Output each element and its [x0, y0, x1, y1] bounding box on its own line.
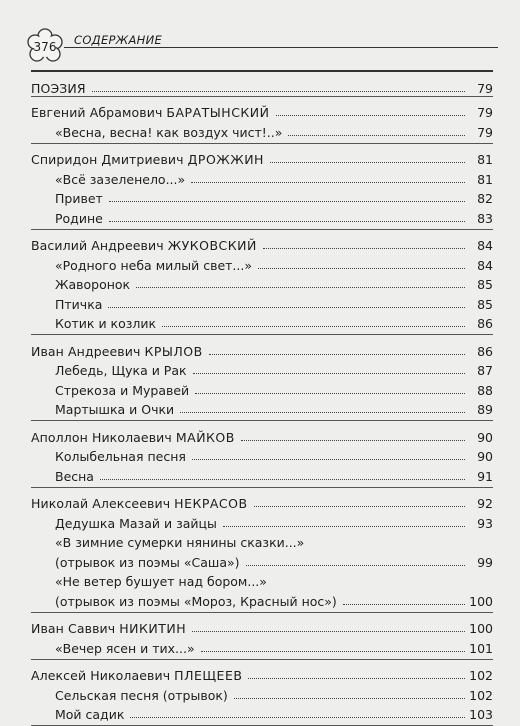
entry-title: Котик и козлик — [55, 316, 156, 331]
dot-leader — [258, 268, 465, 269]
entry-title: Мартышка и Очки — [55, 402, 174, 417]
author-surname: БАРАТЫНСКИЙ — [166, 105, 269, 120]
entry-title: «Не ветер бушует над бором...» — [55, 574, 267, 589]
page-number: 376 — [34, 40, 57, 54]
toc-entry[interactable] — [31, 359, 493, 379]
page-ref: 88 — [469, 383, 493, 398]
toc-author-row[interactable] — [31, 617, 493, 637]
entry-title: Дедушка Мазай и зайцы — [55, 516, 217, 531]
toc-entry[interactable] — [31, 531, 493, 551]
dot-leader — [241, 440, 465, 441]
dot-leader — [109, 201, 465, 202]
author-first-name: Аполлон Николаевич — [31, 430, 172, 445]
author-name — [31, 152, 264, 167]
author-surname: ЖУКОВСКИЙ — [168, 238, 257, 253]
author-name — [31, 430, 235, 445]
author-first-name: Николай Алексеевич — [31, 496, 170, 511]
entry-title: «Вечер ясен и тих...» — [55, 641, 195, 656]
dot-leader — [195, 393, 465, 394]
author-first-name: Василий Андреевич — [31, 238, 164, 253]
dot-leader — [270, 162, 465, 163]
toc-entry[interactable] — [31, 120, 493, 140]
page-ref: 79 — [469, 105, 493, 120]
dot-leader — [108, 307, 465, 308]
author-name — [31, 344, 203, 359]
author-first-name: Спиридон Дмитриевич — [31, 152, 184, 167]
toc-entry[interactable] — [31, 312, 493, 332]
page-header — [0, 0, 520, 70]
page-ref: 81 — [469, 152, 493, 167]
author-surname: НЕКРАСОВ — [174, 496, 247, 511]
toc-author-row[interactable] — [31, 76, 493, 96]
page-title: СОДЕРЖАНИЕ — [74, 33, 162, 47]
toc-author-row[interactable] — [31, 101, 493, 121]
dot-leader — [263, 248, 465, 249]
author-name — [31, 81, 86, 96]
toc-entry[interactable] — [31, 273, 493, 293]
page-ref: 93 — [469, 516, 493, 531]
page-ref: 84 — [469, 258, 493, 273]
author-first-name: Иван Саввич — [31, 621, 115, 636]
author-first-name: Иван Андреевич — [31, 344, 140, 359]
toc-author-row[interactable] — [31, 492, 493, 512]
dot-leader — [248, 678, 465, 679]
page-ref: 90 — [469, 430, 493, 445]
toc-author-row[interactable] — [31, 425, 493, 445]
dot-leader — [162, 326, 465, 327]
toc-author-row[interactable] — [31, 148, 493, 168]
toc-section — [31, 72, 493, 97]
entry-title: «Всё зазеленело...» — [55, 172, 185, 187]
author-surname: КРЫЛОВ — [144, 344, 202, 359]
entry-title: Привет — [55, 191, 103, 206]
entry-title: Сельская песня (отрывок) — [55, 688, 228, 703]
page-ref: 82 — [469, 191, 493, 206]
page-ref: 81 — [469, 172, 493, 187]
toc-entry[interactable] — [31, 206, 493, 226]
author-surname: НИКИТИН — [119, 621, 186, 636]
header-rule — [64, 47, 498, 48]
page-ref: 85 — [469, 297, 493, 312]
toc-entry[interactable] — [31, 253, 493, 273]
author-first-name: Евгений Абрамович — [31, 105, 162, 120]
toc-author-row[interactable] — [31, 339, 493, 359]
dot-leader — [192, 631, 465, 632]
author-surname: ДРОЖЖИН — [188, 152, 264, 167]
author-name — [31, 496, 248, 511]
page-ref: 79 — [469, 81, 493, 96]
dot-leader — [288, 135, 465, 136]
entry-title: Мой садик — [55, 707, 124, 722]
entry-title: Весна — [55, 469, 94, 484]
author-first-name: Алексей Николаевич — [31, 668, 170, 683]
author-surname: ПЛЕЩЕЕВ — [174, 668, 242, 683]
toc-section — [31, 144, 493, 230]
dot-leader — [343, 604, 465, 605]
page-ref: 91 — [469, 469, 493, 484]
toc-entry[interactable] — [31, 292, 493, 312]
page-ref: 92 — [469, 496, 493, 511]
page-ref: 90 — [469, 449, 493, 464]
toc-entry[interactable] — [31, 550, 493, 570]
page-ref: 86 — [469, 344, 493, 359]
author-name — [31, 105, 270, 120]
toc-section — [31, 97, 493, 144]
page-ref: 87 — [469, 363, 493, 378]
entry-title: (отрывок из поэмы «Саша») — [55, 555, 240, 570]
dot-leader — [92, 91, 465, 92]
dot-leader — [201, 651, 465, 652]
dot-leader — [254, 506, 465, 507]
toc-section — [31, 230, 493, 336]
entry-title: Родине — [55, 211, 103, 226]
toc-section — [31, 335, 493, 421]
dot-leader — [130, 717, 465, 718]
toc-section — [31, 660, 493, 726]
dot-leader — [276, 115, 465, 116]
page-ref: 101 — [469, 641, 493, 656]
dot-leader — [209, 354, 465, 355]
toc-entry[interactable] — [31, 167, 493, 187]
author-name — [31, 621, 186, 636]
toc-entry[interactable] — [31, 636, 493, 656]
entry-title: Жаворонок — [55, 277, 130, 292]
page-ref: 85 — [469, 277, 493, 292]
page-ref: 102 — [469, 688, 493, 703]
page-ref: 99 — [469, 555, 493, 570]
entry-title: (отрывок из поэмы «Мороз, Красный нос») — [55, 594, 337, 609]
page-ref: 84 — [469, 238, 493, 253]
author-surname: МАЙКОВ — [176, 430, 235, 445]
toc-entry[interactable] — [31, 570, 493, 590]
page-ref: 103 — [469, 707, 493, 722]
author-first-name: ПОЭЗИЯ — [31, 81, 86, 96]
toc-entry[interactable] — [31, 398, 493, 418]
page-ref: 100 — [469, 594, 493, 609]
toc-entry[interactable] — [31, 445, 493, 465]
page-ref: 89 — [469, 402, 493, 417]
toc-author-row[interactable] — [31, 664, 493, 684]
author-name — [31, 238, 257, 253]
page-ref: 102 — [469, 668, 493, 683]
page-ref: 79 — [469, 125, 493, 140]
dot-leader — [234, 698, 465, 699]
toc-section — [31, 488, 493, 613]
toc-entry[interactable] — [31, 589, 493, 609]
page-ref: 100 — [469, 621, 493, 636]
entry-title: Лебедь, Щука и Рак — [55, 363, 187, 378]
dot-leader — [109, 221, 465, 222]
entry-title: Стрекоза и Муравей — [55, 383, 189, 398]
page-number-badge — [26, 28, 64, 66]
dot-leader — [180, 412, 465, 413]
dot-leader — [246, 565, 465, 566]
dot-leader — [191, 182, 465, 183]
page-ref: 83 — [469, 211, 493, 226]
toc-section — [31, 613, 493, 660]
toc-entry[interactable] — [31, 464, 493, 484]
toc-entry[interactable] — [31, 187, 493, 207]
dot-leader — [223, 526, 465, 527]
dot-leader — [136, 287, 465, 288]
entry-title: «Весна, весна! как воздух чист!..» — [55, 125, 282, 140]
toc-entry[interactable] — [31, 511, 493, 531]
toc-entry[interactable] — [31, 378, 493, 398]
dot-leader — [100, 479, 465, 480]
entry-title: Птичка — [55, 297, 102, 312]
table-of-contents — [31, 70, 493, 726]
toc-entry[interactable] — [31, 703, 493, 723]
dot-leader — [192, 459, 465, 460]
author-name — [31, 668, 242, 683]
entry-title: «В зимние сумерки нянины сказки...» — [55, 535, 304, 550]
toc-section — [31, 421, 493, 488]
toc-author-row[interactable] — [31, 234, 493, 254]
entry-title: Колыбельная песня — [55, 449, 186, 464]
entry-title: «Родного неба милый свет...» — [55, 258, 252, 273]
page-ref: 86 — [469, 316, 493, 331]
dot-leader — [193, 373, 465, 374]
